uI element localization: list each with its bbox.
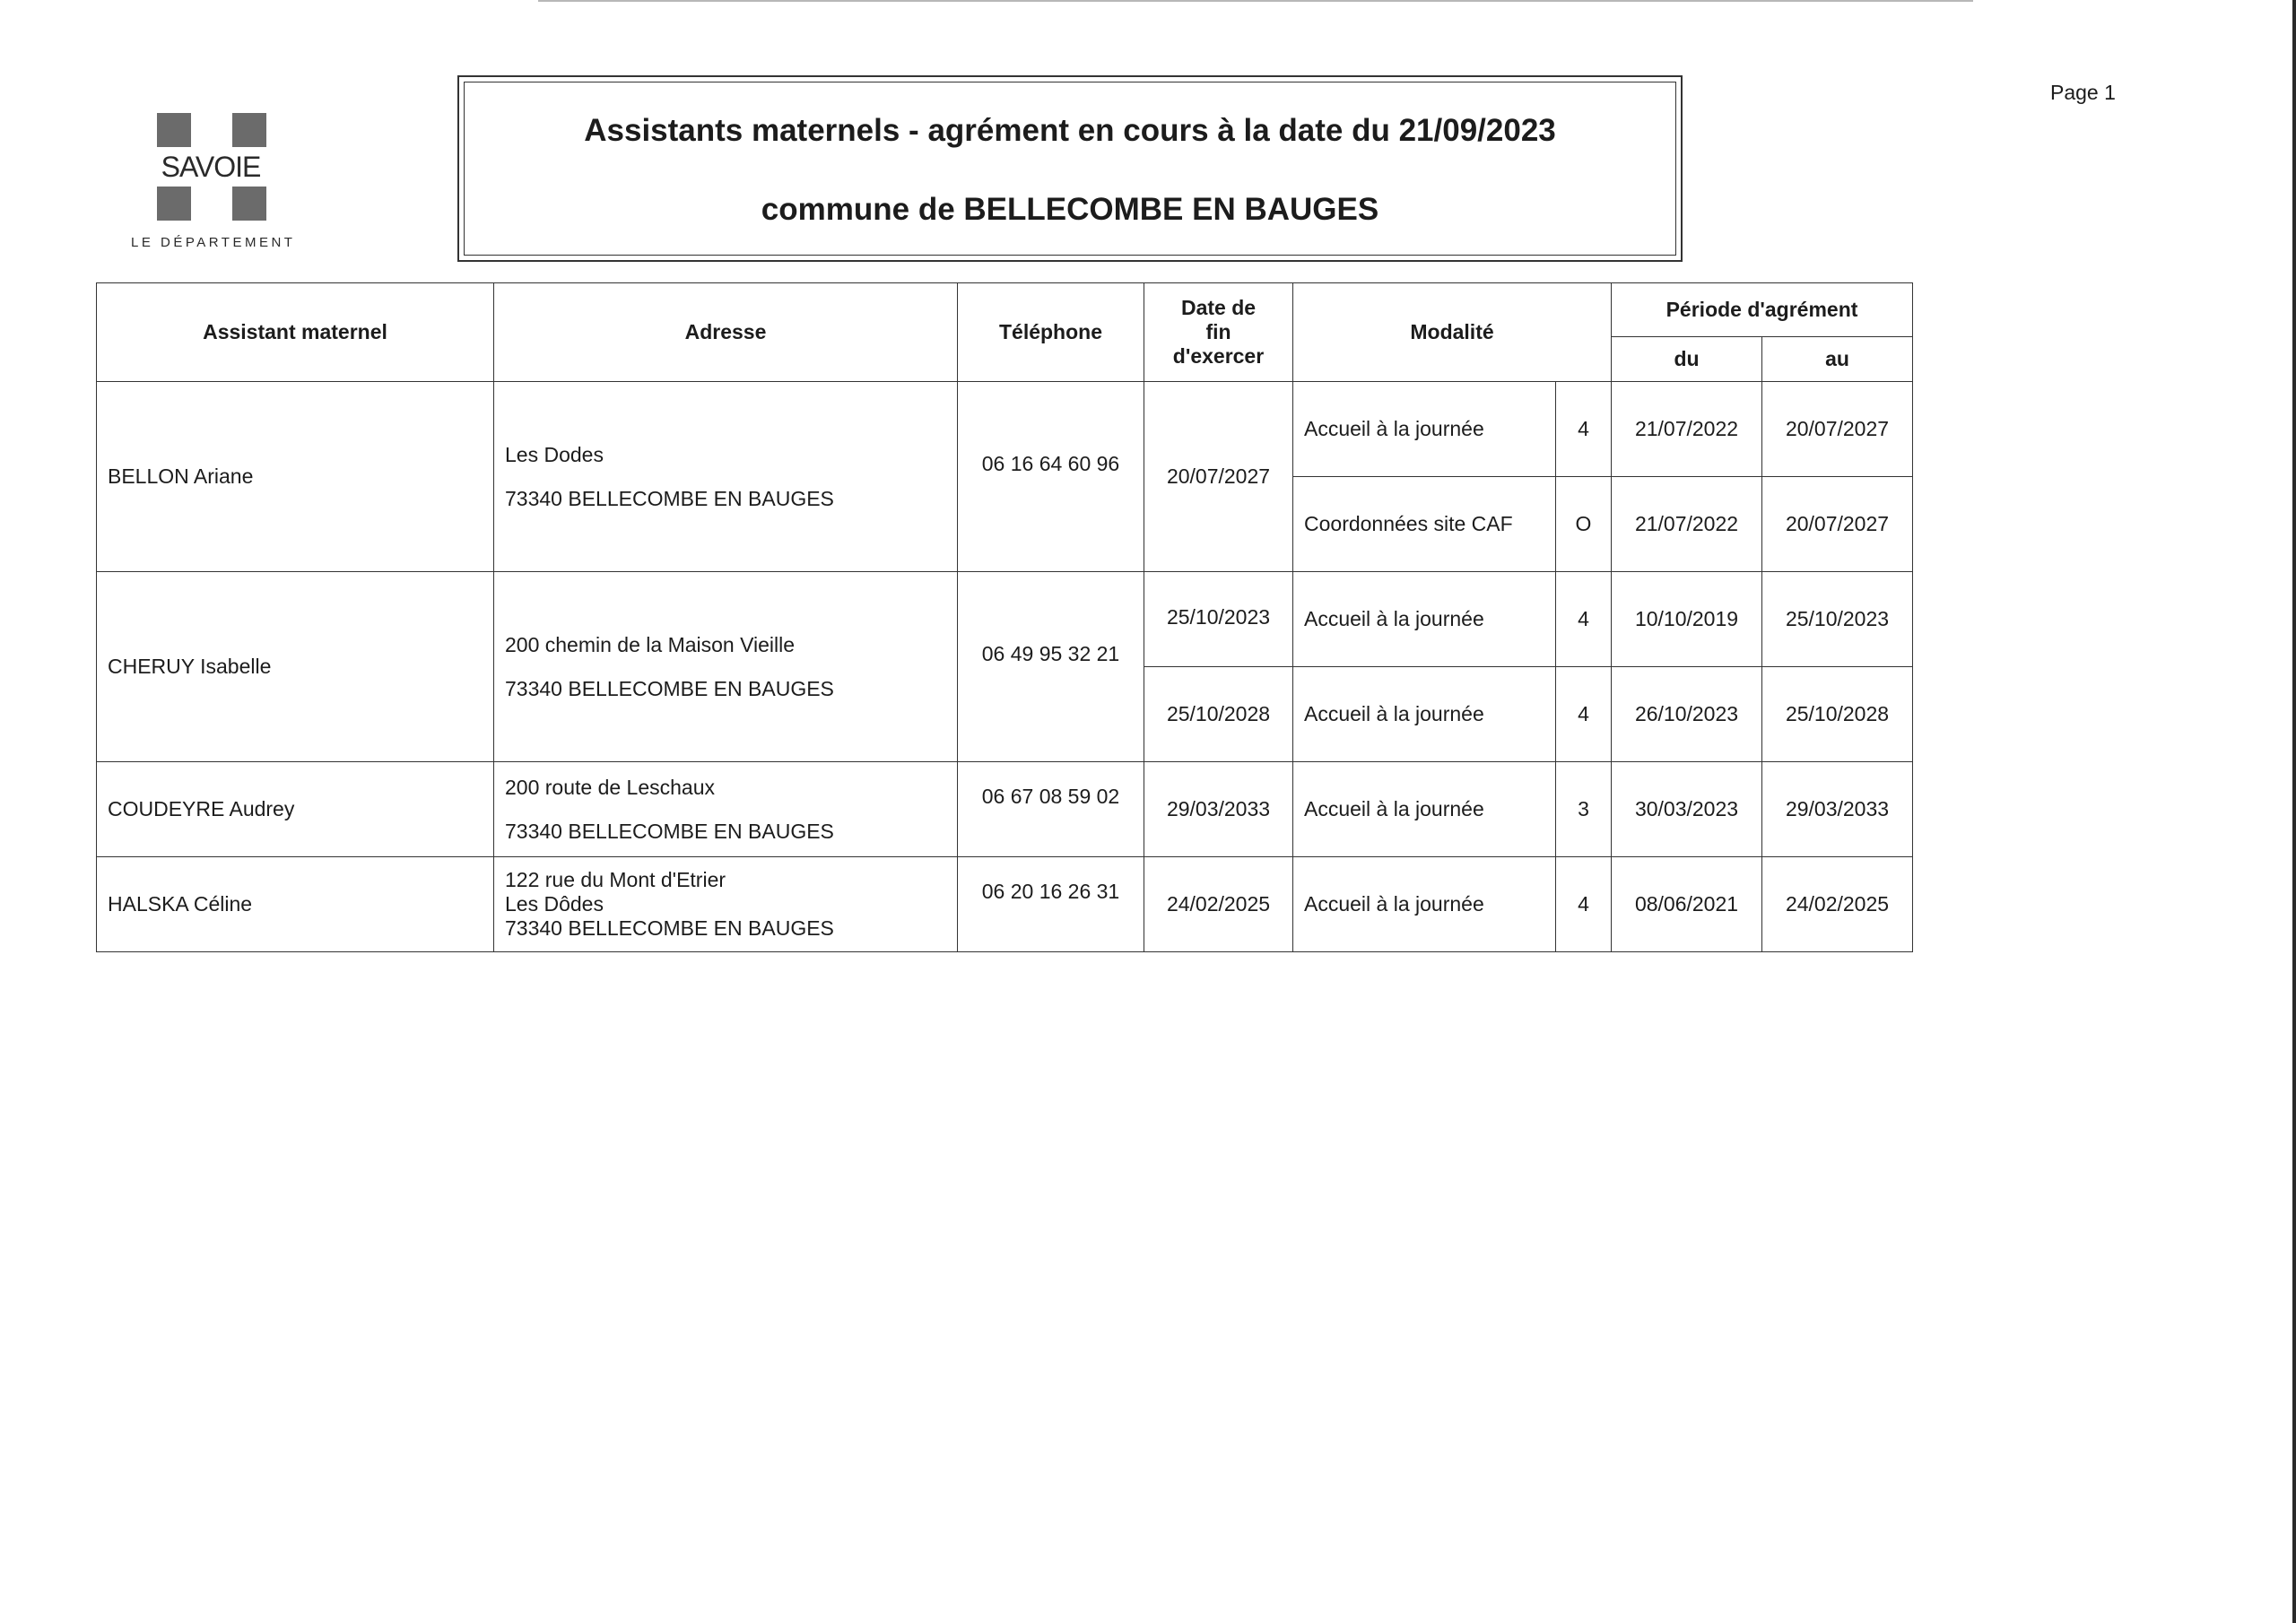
telephone-value: 06 16 64 60 96 bbox=[981, 452, 1120, 475]
header-date-fin-line: d'exercer bbox=[1172, 344, 1265, 368]
title-box-inner-border bbox=[464, 82, 1676, 256]
modalite: Accueil à la journée bbox=[1293, 762, 1556, 857]
modalite: Coordonnées site CAF bbox=[1293, 477, 1556, 572]
address-line: 200 chemin de la Maison Vieille bbox=[505, 632, 796, 656]
header-periode: Période d'agrément bbox=[1612, 283, 1913, 337]
periode-du: 21/07/2022 bbox=[1612, 477, 1762, 572]
capacite: 4 bbox=[1556, 857, 1612, 952]
commune-title: commune de BELLECOMBE EN BAUGES bbox=[761, 192, 1379, 227]
periode-au: 25/10/2023 bbox=[1762, 572, 1913, 667]
date-fin: 20/07/2027 bbox=[1144, 382, 1293, 572]
capacite: O bbox=[1556, 477, 1612, 572]
periode-au: 25/10/2028 bbox=[1762, 667, 1913, 762]
address-line: 200 route de Leschaux bbox=[505, 775, 716, 799]
assistant-name: COUDEYRE Audrey bbox=[97, 762, 494, 857]
header-du: du bbox=[1612, 337, 1762, 382]
address-line: 73340 BELLECOMBE EN BAUGES bbox=[505, 676, 834, 700]
address-line: Les Dôdes bbox=[505, 892, 604, 916]
agrements-table bbox=[96, 282, 1913, 952]
periode-du: 10/10/2019 bbox=[1612, 572, 1762, 667]
address-line: 73340 BELLECOMBE EN BAUGES bbox=[505, 819, 834, 843]
date-fin: 24/02/2025 bbox=[1144, 857, 1293, 952]
date-fin-value: 25/10/2023 bbox=[1166, 605, 1271, 629]
date-fin bbox=[1144, 572, 1293, 667]
header-telephone: Téléphone bbox=[958, 283, 1144, 382]
address-line: Les Dodes bbox=[505, 442, 604, 466]
assistant-address bbox=[494, 857, 958, 952]
capacite: 4 bbox=[1556, 667, 1612, 762]
header-date-fin-line: fin bbox=[1205, 320, 1231, 343]
header-date-fin-line: Date de bbox=[1180, 296, 1257, 319]
address-line: 122 rue du Mont d'Etrier bbox=[505, 868, 726, 891]
capacite: 4 bbox=[1556, 382, 1612, 477]
logo-subtitle: LE DÉPARTEMENT bbox=[131, 235, 296, 250]
address-line: 73340 BELLECOMBE EN BAUGES bbox=[505, 486, 834, 510]
table-row bbox=[97, 572, 1913, 667]
date-fin: 29/03/2033 bbox=[1144, 762, 1293, 857]
address-line: 73340 BELLECOMBE EN BAUGES bbox=[505, 916, 834, 940]
page-number: Page 1 bbox=[2050, 81, 2116, 104]
assistant-telephone bbox=[958, 857, 1144, 952]
logo-name: SAVOIE bbox=[161, 151, 261, 183]
telephone-value: 06 20 16 26 31 bbox=[981, 880, 1120, 903]
document-title: Assistants maternels - agrément en cours à la date du 21/09/2023 bbox=[584, 113, 1556, 148]
assistant-address bbox=[494, 762, 958, 857]
assistant-telephone bbox=[958, 572, 1144, 762]
scan-top-edge bbox=[538, 0, 1973, 2]
periode-du: 26/10/2023 bbox=[1612, 667, 1762, 762]
table-row bbox=[97, 762, 1913, 857]
periode-du: 30/03/2023 bbox=[1612, 762, 1762, 857]
assistant-name: BELLON Ariane bbox=[97, 382, 494, 572]
assistant-name: HALSKA Céline bbox=[97, 857, 494, 952]
assistant-telephone bbox=[958, 382, 1144, 572]
table-row bbox=[97, 857, 1913, 952]
assistant-name: CHERUY Isabelle bbox=[97, 572, 494, 762]
logo-square bbox=[157, 113, 191, 147]
savoie-logo bbox=[126, 113, 305, 256]
modalite: Accueil à la journée bbox=[1293, 857, 1556, 952]
periode-au: 20/07/2027 bbox=[1762, 477, 1913, 572]
capacite: 3 bbox=[1556, 762, 1612, 857]
date-fin: 25/10/2028 bbox=[1144, 667, 1293, 762]
table-row bbox=[97, 382, 1913, 477]
header-modalite: Modalité bbox=[1293, 283, 1612, 382]
telephone-value: 06 67 08 59 02 bbox=[981, 785, 1120, 808]
logo-square bbox=[157, 187, 191, 221]
header-adresse: Adresse bbox=[494, 283, 958, 382]
header-assistant: Assistant maternel bbox=[97, 283, 494, 382]
periode-au: 24/02/2025 bbox=[1762, 857, 1913, 952]
logo-square bbox=[232, 113, 266, 147]
logo-square bbox=[232, 187, 266, 221]
scan-right-edge bbox=[2292, 0, 2296, 1623]
modalite: Accueil à la journée bbox=[1293, 667, 1556, 762]
periode-du: 21/07/2022 bbox=[1612, 382, 1762, 477]
modalite: Accueil à la journée bbox=[1293, 382, 1556, 477]
assistant-address bbox=[494, 382, 958, 572]
title-box bbox=[457, 75, 1683, 262]
telephone-value: 06 49 95 32 21 bbox=[981, 642, 1120, 665]
assistant-telephone bbox=[958, 762, 1144, 857]
assistant-address bbox=[494, 572, 958, 762]
periode-du: 08/06/2021 bbox=[1612, 857, 1762, 952]
header-date-fin bbox=[1144, 283, 1293, 382]
periode-au: 29/03/2033 bbox=[1762, 762, 1913, 857]
periode-au: 20/07/2027 bbox=[1762, 382, 1913, 477]
header-au: au bbox=[1762, 337, 1913, 382]
modalite: Accueil à la journée bbox=[1293, 572, 1556, 667]
capacite: 4 bbox=[1556, 572, 1612, 667]
